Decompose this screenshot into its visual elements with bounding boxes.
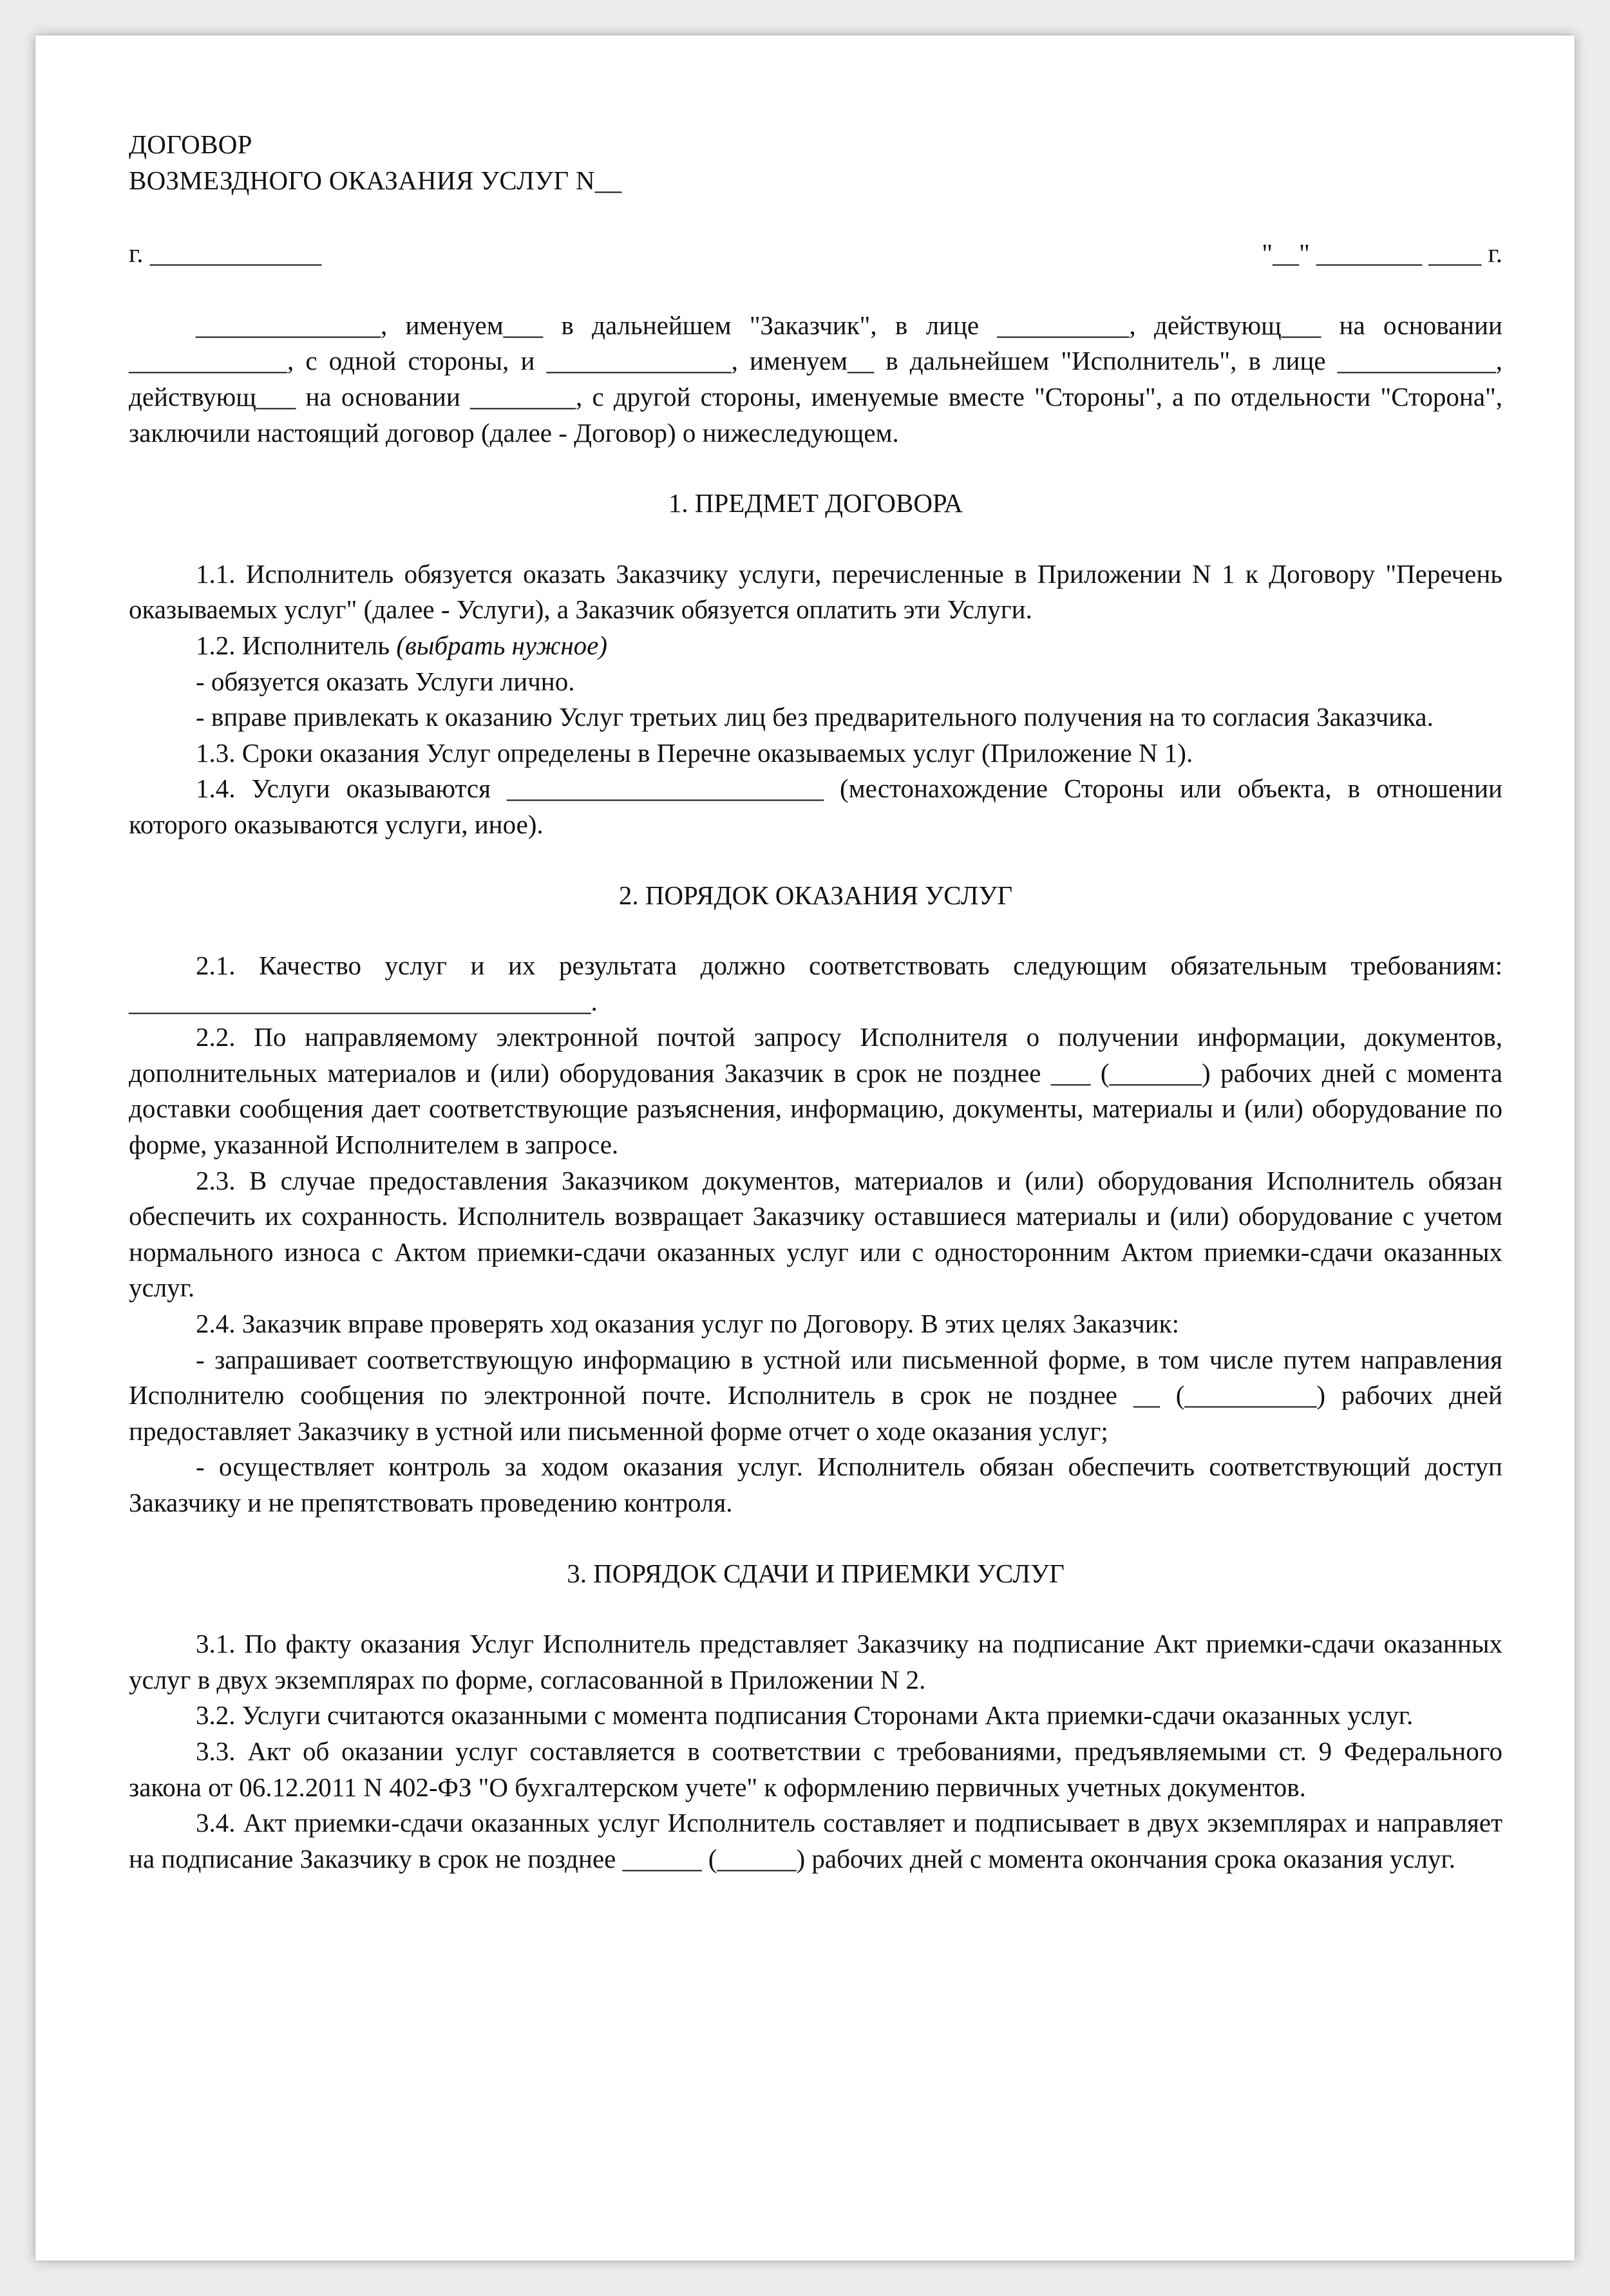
clause-2-4: 2.4. Заказчик вправе проверять ход оказания услуг по Договору. В этих целях Заказчик: bbox=[196, 1309, 1179, 1339]
clause-1-2-note: (выбрать нужное) bbox=[396, 630, 608, 660]
place-date-row bbox=[129, 236, 1502, 272]
clause-1-1: 1.1. Исполнитель обязуется оказать Заказчику услуги, перечисленные в Приложении N 1 к Договору "Перечень оказываемых услуг" (далее - Услуги), а Заказчик обязуется оплатить эти Услуги. bbox=[129, 558, 1502, 625]
section-3-heading: 3. ПОРЯДОК СДАЧИ И ПРИЕМКИ УСЛУГ bbox=[567, 1558, 1065, 1588]
clause-1-2-text: 1.2. Исполнитель bbox=[196, 630, 397, 660]
clause-2-3: 2.3. В случае предоставления Заказчиком документов, материалов и (или) оборудования Исполнитель обязан обеспечить их сохранность. Исполнитель возвращает Заказчику оставшиеся материалы и (или) оборудование с учетом нормального износа с Актом приемки-сдачи оказанных услуг или с односторонним Актом приемки-сдачи оказанных услуг. bbox=[129, 1165, 1502, 1303]
clause-3-4: 3.4. Акт приемки-сдачи оказанных услуг Исполнитель составляет и подписывает в двух экземплярах и направляет на подписание Заказчику в срок не позднее ______ (______) рабочих дней с момента окончания срока оказания услуг. bbox=[129, 1808, 1502, 1874]
clause-2-1: 2.1. Качество услуг и их результата должно соответствовать следующим обязательным требованиям: ___________________________________. bbox=[129, 951, 1502, 1016]
document-page bbox=[35, 35, 1575, 2261]
clause-3-1: 3.1. По факту оказания Услуг Исполнитель представляет Заказчику на подписание Акт приемки-сдачи оказанных услуг в двух экземплярах по форме, согласованной в Приложении N 2. bbox=[129, 1629, 1502, 1694]
date-field: "__" ________ ____ г. bbox=[1262, 238, 1502, 269]
clause-1-2-option-1: - обязуется оказать Услуги лично. bbox=[196, 666, 575, 696]
city-field: г. _____________ bbox=[129, 238, 322, 269]
clause-2-2: 2.2. По направляемому электронной почтой запросу Исполнителя о получении информации, документов, дополнительных материалов и (или) оборудования Заказчик в срок не позднее ___ (_______) рабочих дней с момента доставки сообщения дает соответствующие разъяснения, информацию, документы, материалы и (или) оборудование по форме, указанной Исполнителем в запросе. bbox=[129, 1022, 1502, 1160]
clause-2-4-item-a: - запрашивает соответствующую информацию в устной или письменной форме, в том числе путем направления Исполнителю сообщения по электронной почте. Исполнитель в срок не позднее __ (__________) рабочих дней предоставляет Заказчику в устной или письменной форме отчет о ходе оказания услуг; bbox=[129, 1344, 1502, 1446]
section-1-heading: 1. ПРЕДМЕТ ДОГОВОРА bbox=[668, 488, 963, 518]
document-body bbox=[129, 127, 1502, 1877]
clause-1-3: 1.3. Сроки оказания Услуг определены в Перечне оказываемых услуг (Приложение N 1). bbox=[196, 737, 1193, 768]
section-2-heading: 2. ПОРЯДОК ОКАЗАНИЯ УСЛУГ bbox=[618, 880, 1013, 910]
document-title-line1: ДОГОВОР bbox=[129, 129, 252, 159]
clause-3-3: 3.3. Акт об оказании услуг составляется в соответствии с требованиями, предъявляемыми ст. 9 Федерального закона от 06.12.2011 N 402-ФЗ "О бухгалтерском учете" к оформлению первичных учетных документов. bbox=[129, 1736, 1502, 1802]
clause-2-4-item-b: - осуществляет контроль за ходом оказания услуг. Исполнитель обязан обеспечить соответствующий доступ Заказчику и не препятствовать проведению контроля. bbox=[129, 1452, 1502, 1517]
document-title-line2: ВОЗМЕЗДНОГО ОКАЗАНИЯ УСЛУГ N__ bbox=[129, 165, 622, 195]
clause-1-2 bbox=[129, 628, 1502, 664]
preamble-paragraph: ______________, именуем___ в дальнейшем "Заказчик", в лице __________, действующ___ на основании ____________, с одной стороны, и ______________, именуем__ в дальнейшем "Исполнитель", в лице ____________, действующ___ на основании ________, с другой стороны, именуемые вместе "Стороны", а по отдельности "Сторона", заключили настоящий договор (далее - Договор) о нижеследующем. bbox=[129, 310, 1502, 448]
clause-1-4: 1.4. Услуги оказываются ________________________ (местонахождение Стороны или объекта, в отношении которого оказываются услуги, иное). bbox=[129, 773, 1502, 839]
clause-3-2: 3.2. Услуги считаются оказанными с момента подписания Сторонами Акта приемки-сдачи оказанных услуг. bbox=[196, 1700, 1414, 1731]
clause-1-2-option-2: - вправе привлекать к оказанию Услуг третьих лиц без предварительного получения на то согласия Заказчика. bbox=[196, 702, 1434, 732]
